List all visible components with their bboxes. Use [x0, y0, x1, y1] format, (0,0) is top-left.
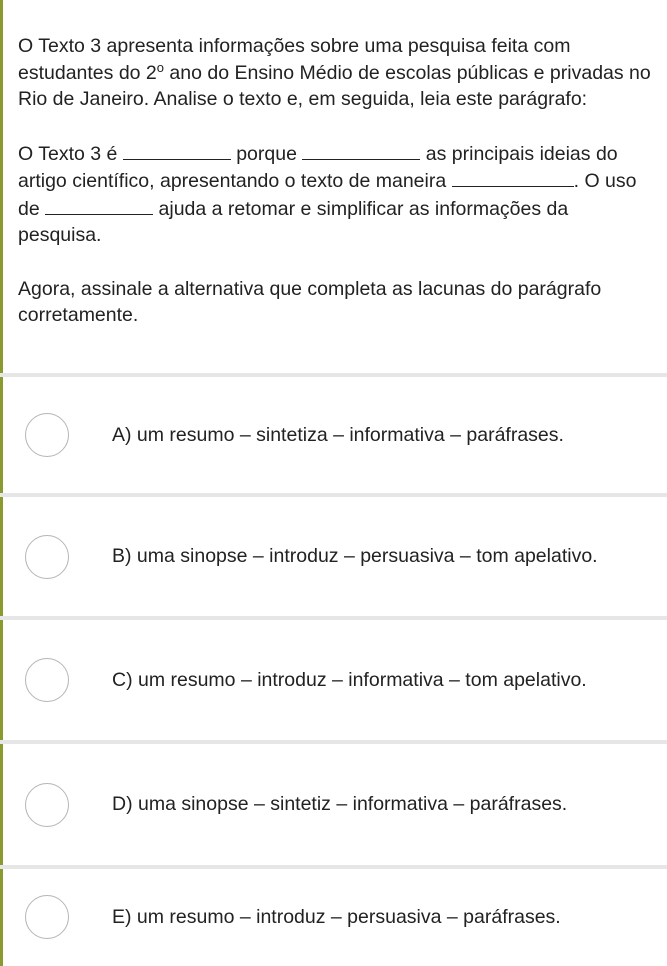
answer-options	[0, 373, 667, 965]
radio-button[interactable]	[25, 658, 69, 702]
radio-button[interactable]	[25, 413, 69, 457]
question-instruction: Agora, assinale a alternativa que completa as lacunas do parágrafo corretamente.	[18, 277, 602, 326]
radio-button[interactable]	[25, 895, 69, 939]
ordinal-superscript: o	[156, 59, 165, 75]
option-b-label: B) uma sinopse – introduz – persuasiva – tom apelativo.	[112, 545, 598, 568]
question-intro-paragraph: O Texto 3 apresenta informações sobre uma pesquisa feita com estudantes do 2$^o$ ano do Ensino Médio de escolas públicas e privadas no Rio de Janeiro. Analise o texto e, em seguida, leia este parágrafo:	[18, 35, 651, 110]
option-a-label: A) um resumo – sintetiza – informativa – paráfrases.	[112, 423, 564, 446]
option-b[interactable]	[0, 497, 667, 616]
radio-button[interactable]	[25, 783, 69, 827]
option-c[interactable]	[0, 620, 667, 740]
option-c-label: C) um resumo – introduz – informativa – tom apelativo.	[112, 668, 587, 691]
blank-3	[452, 167, 574, 187]
blank-4	[45, 195, 153, 215]
option-d[interactable]	[0, 744, 667, 865]
option-e[interactable]	[0, 869, 667, 965]
question-gap-paragraph: O Texto 3 é porque as principais ideias do artigo científico, apresentando o texto de maneira . O uso de ajuda a retomar e simplificar as informações da pesquisa.	[18, 140, 653, 249]
blank-2	[302, 140, 420, 160]
option-e-label: E) um resumo – introduz – persuasiva – paráfrases.	[112, 905, 561, 928]
radio-button[interactable]	[25, 535, 69, 579]
question-statement	[0, 0, 667, 329]
option-d-label: D) uma sinopse – sintetiz – informativa – paráfrases.	[112, 793, 568, 816]
blank-1	[123, 140, 231, 160]
option-a[interactable]	[0, 377, 667, 493]
